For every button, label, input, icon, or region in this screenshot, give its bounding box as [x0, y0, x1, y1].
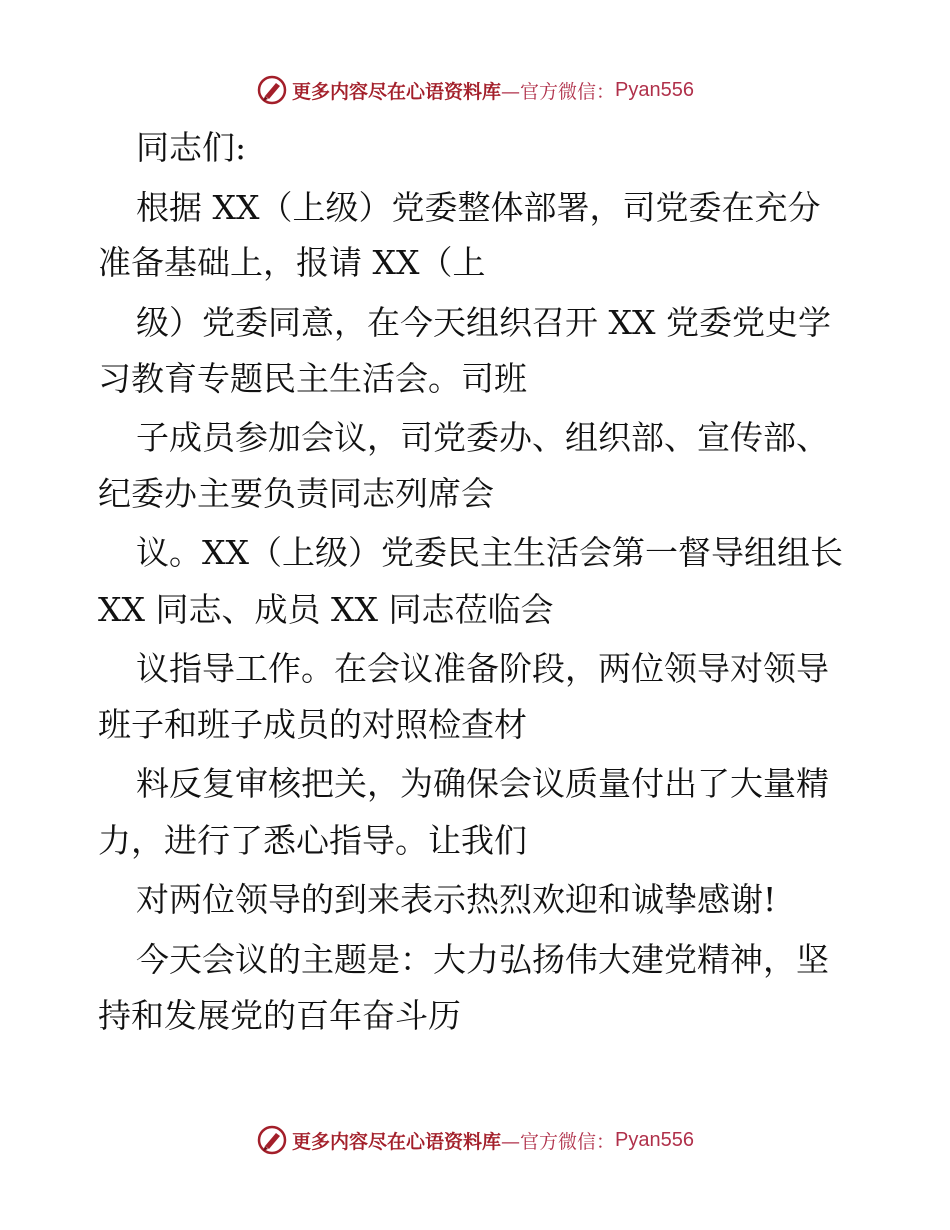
footer-watermark-banner: [0, 1120, 950, 1160]
pen-logo-icon: [256, 1124, 288, 1156]
body-line: 习教育专题民主生活会。司班: [98, 359, 527, 398]
body-line: 对两位领导的到来表示热烈欢迎和诚挚感谢!: [136, 880, 777, 919]
body-line: 议指导工作。在会议准备阶段，两位领导对领导: [136, 649, 829, 688]
footer-banner-contact-label: —官方微信：: [501, 1130, 616, 1153]
body-line: 纪委办主要负责同志列席会: [98, 474, 494, 513]
body-line: 子成员参加会议，司党委办、组织部、宣传部、: [136, 418, 829, 457]
banner-text: 更多内容尽在心语资料库: [292, 80, 502, 103]
body-line: XX 同志、成员 XX 同志莅临会: [98, 590, 554, 629]
header-watermark-banner: [0, 70, 950, 110]
pen-logo-icon: [256, 74, 288, 106]
body-line: 根据 XX（上级）党委整体部署，司党委在充分: [136, 188, 821, 227]
body-line: 级）党委同意，在今天组织召开 XX 党委党史学: [136, 303, 831, 342]
footer-banner-wechat-id: Pyan556: [615, 1128, 694, 1151]
banner-contact-label: —官方微信：: [501, 80, 616, 103]
banner-wechat-id: Pyan556: [615, 78, 694, 101]
footer-banner-text: 更多内容尽在心语资料库: [292, 1130, 502, 1153]
body-line: 同志们:: [136, 128, 247, 167]
body-line: 议。XX（上级）党委民主生活会第一督导组组长: [136, 533, 843, 572]
body-line: 今天会议的主题是：大力弘扬伟大建党精神，坚: [136, 940, 829, 979]
body-line: 力，进行了悉心指导。让我们: [98, 821, 527, 860]
body-line: 持和发展党的百年奋斗历: [98, 996, 461, 1035]
body-line: 料反复审核把关，为确保会议质量付出了大量精: [136, 764, 829, 803]
body-line: 班子和班子成员的对照检查材: [98, 705, 527, 744]
body-line: 准备基础上，报请 XX（上: [98, 243, 486, 282]
